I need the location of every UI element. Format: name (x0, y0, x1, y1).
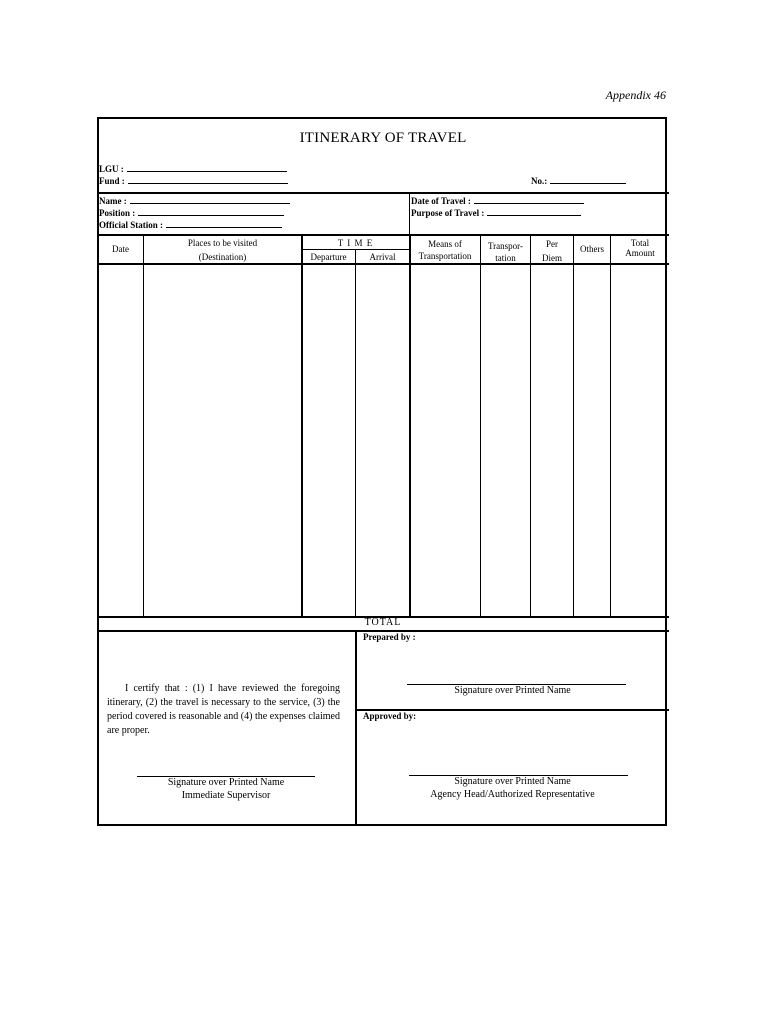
official-station-field[interactable] (99, 219, 282, 230)
purpose-of-travel-field[interactable] (411, 207, 581, 218)
column-line (143, 235, 144, 617)
approved-sig-label: Signature over Printed Name (454, 776, 571, 787)
form-title: ITINERARY OF TRAVEL (299, 130, 467, 146)
approved-signature-block (356, 775, 669, 801)
col-header-transportation (481, 240, 530, 264)
supervisor-role: Immediate Supervisor (181, 790, 271, 801)
col-header-date: Date (112, 244, 129, 254)
position-blank[interactable] (138, 207, 284, 216)
fund-blank[interactable] (128, 175, 288, 184)
column-line (610, 235, 611, 617)
certification-text: I certify that : (1) I have reviewed the foregoing itinerary, (2) the travel is necessary to the service, (3) the period covered is reasonable and (4) the expenses claimed are proper. (107, 683, 340, 736)
lgu-label: LGU : (99, 164, 124, 174)
col-header-places-line1: Places to be visited (187, 238, 258, 248)
divider-line (409, 193, 410, 235)
fund-label: Fund : (99, 176, 125, 186)
col-header-departure: Departure (310, 252, 347, 262)
col-header-transpo-line2: tation (495, 253, 516, 263)
col-header-means-line1: Means of (428, 239, 462, 249)
col-header-arrival: Arrival (369, 252, 396, 262)
divider-line (302, 249, 410, 250)
divider-line (97, 263, 669, 265)
approved-by-label: Approved by: (363, 711, 417, 721)
col-header-means-line2: Transportation (418, 251, 472, 261)
column-line (530, 235, 531, 617)
position-label: Position : (99, 208, 136, 218)
prepared-by-label: Prepared by : (363, 632, 416, 642)
col-header-perdiem-line1: Per (546, 239, 558, 249)
official-station-label: Official Station : (99, 220, 163, 230)
divider-line (97, 192, 669, 194)
name-label: Name : (99, 196, 127, 206)
approved-role: Agency Head/Authorized Representative (430, 789, 595, 800)
no-blank[interactable] (550, 175, 626, 184)
column-line (409, 235, 411, 617)
col-header-others: Others (580, 244, 604, 254)
no-label: No.: (531, 176, 548, 186)
column-line (573, 235, 574, 617)
lgu-blank[interactable] (127, 163, 287, 172)
purpose-of-travel-blank[interactable] (487, 207, 581, 216)
prepared-sig-label: Signature over Printed Name (454, 685, 571, 696)
col-header-perdiem-line2: Diem (542, 253, 562, 263)
total-label: TOTAL (364, 617, 402, 628)
date-of-travel-field[interactable] (411, 195, 584, 206)
col-header-places-line2: (Destination) (198, 252, 247, 262)
col-header-means (410, 238, 480, 262)
column-line (301, 235, 303, 617)
name-blank[interactable] (130, 195, 290, 204)
supervisor-sig-label: Signature over Printed Name (167, 777, 285, 788)
col-header-per-diem (531, 238, 573, 264)
purpose-of-travel-label: Purpose of Travel : (411, 208, 485, 218)
divider-line (97, 234, 669, 236)
official-station-blank[interactable] (166, 219, 282, 228)
column-line (355, 249, 356, 617)
col-header-places (144, 237, 301, 263)
position-field[interactable] (99, 207, 284, 218)
no-field[interactable] (531, 175, 626, 186)
appendix-label: Appendix 46 (605, 88, 666, 102)
date-of-travel-blank[interactable] (474, 195, 584, 204)
col-header-total-line1: Total (630, 238, 650, 248)
col-header-total-amount (611, 238, 669, 258)
column-line (480, 235, 481, 617)
date-of-travel-label: Date of Travel : (411, 196, 471, 206)
supervisor-signature-block (110, 776, 342, 802)
name-field[interactable] (99, 195, 290, 206)
lgu-field[interactable] (99, 163, 287, 174)
col-header-total-line2: Amount (625, 248, 655, 258)
fund-field[interactable] (99, 175, 288, 186)
col-header-transpo-line1: Transpor- (488, 241, 523, 251)
col-header-time: T I M E (337, 238, 374, 248)
